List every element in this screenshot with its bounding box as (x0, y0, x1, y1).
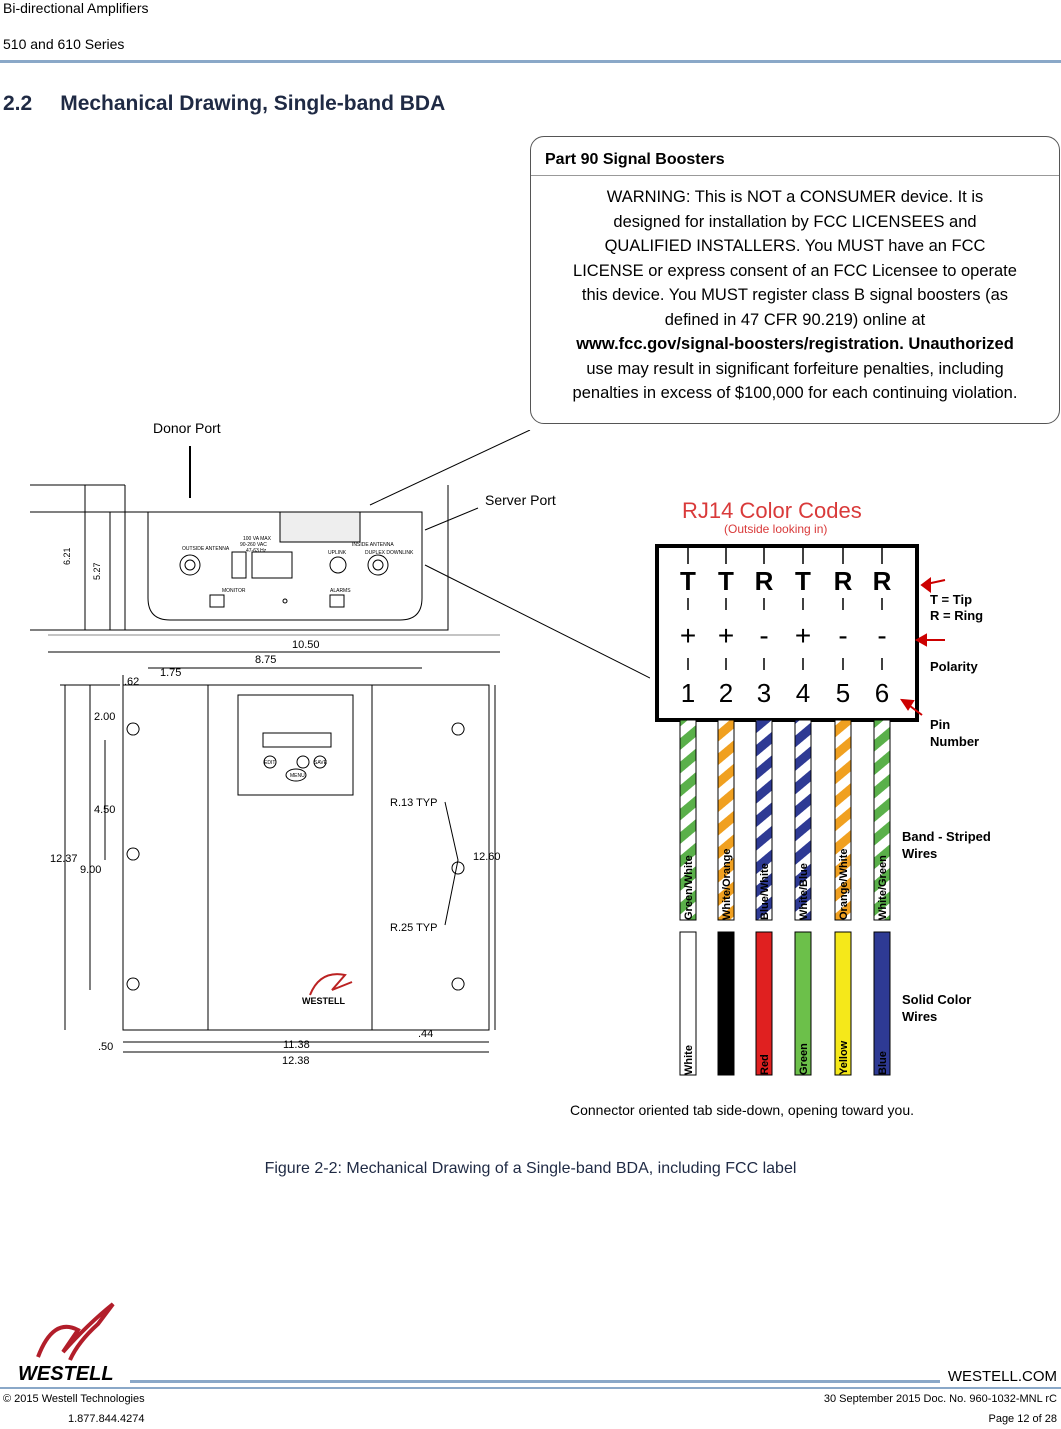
warning-line: penalties in excess of $100,000 for each continuing violation. (572, 384, 1018, 402)
footer-doc: 30 September 2015 Doc. No. 960-1032-MNL rC (823, 1393, 1057, 1405)
panel-label: 47-63 Hz (246, 548, 267, 554)
rj14-title: RJ14 Color Codes (682, 498, 862, 523)
panel-label: ALARMS (330, 588, 351, 594)
footer-page: Page 12 of 28 (988, 1413, 1057, 1425)
westell-logo-icon (310, 974, 352, 995)
front-brand: WESTELL (302, 996, 345, 1006)
dim-label: 11.38 (283, 1039, 310, 1051)
front-view-outline (123, 685, 489, 1030)
striped-wire-label: White/Blue (798, 863, 810, 920)
panel-label: DUPLEX DOWNLINK (365, 550, 414, 556)
label-leader (370, 430, 530, 505)
striped-wire-label: Orange/White (838, 848, 850, 920)
warning-line: this device. You MUST register class B signal boosters (as (581, 286, 1009, 304)
warning-line: WARNING: This is NOT a CONSUMER device. It is (606, 188, 984, 206)
warning-title: Part 90 Signal Boosters (545, 151, 725, 168)
dim-label: .62 (124, 676, 140, 688)
mechanical-drawing (0, 430, 650, 1080)
warning-body (539, 185, 1051, 406)
westell-logo-icon (38, 1304, 113, 1360)
legend-pin-number: Number (930, 734, 980, 749)
jack-letter: T (795, 566, 811, 596)
jack-polarity: + (794, 620, 812, 651)
jack-pin: 2 (718, 678, 734, 708)
jack-polarity: + (679, 620, 697, 651)
solid-wire (756, 932, 772, 1075)
jack-pin: 4 (795, 678, 811, 708)
jack-letter: R (833, 566, 853, 596)
jack-pin: 5 (835, 678, 851, 708)
header-title: Bi-directional Amplifiers (3, 0, 149, 16)
menu-button-label: MENU (290, 773, 305, 779)
panel-label: INSIDE ANTENNA (352, 542, 394, 548)
striped-wire-label: Blue/White (759, 863, 771, 920)
solid-wire-label: Green (798, 1043, 810, 1075)
dim-label: 9.00 (80, 864, 102, 876)
striped-wire-label: White/Green (877, 855, 889, 920)
warning-line: designed for installation by FCC LICENSEES and (613, 212, 977, 231)
server-port-leader (425, 508, 478, 530)
footer-logo (18, 1302, 133, 1387)
header-subtitle: 510 and 610 Series (3, 36, 125, 52)
legend-band: Band - Striped (902, 829, 991, 844)
footer-rule-bottom (0, 1387, 1061, 1389)
rj14-leader (425, 565, 650, 678)
footer-rule (130, 1380, 940, 1383)
jack-polarity: - (759, 620, 769, 651)
dim-label: 1.75 (160, 667, 182, 679)
legend-solid-wires: Wires (902, 1009, 938, 1024)
jack-letter: R (754, 566, 774, 596)
top-view-outline (125, 485, 448, 630)
warning-line: LICENSE or express consent of an FCC Licensee to operate (573, 261, 1017, 280)
dim-label: 8.75 (255, 654, 277, 666)
panel-label: 90-260 VAC (240, 542, 267, 548)
section-heading (3, 92, 445, 116)
legend-tip: T = Tip (930, 592, 973, 607)
footer-copyright: © 2015 Westell Technologies (3, 1393, 145, 1405)
rj14-diagram (640, 490, 1061, 1090)
striped-wire-label: White/Orange (721, 848, 733, 920)
legend-band-wires: Wires (902, 846, 938, 861)
fcc-warning-label (530, 136, 1060, 424)
rj14-subtitle: (Outside looking in) (724, 522, 828, 536)
dim-label: .50 (98, 1041, 114, 1053)
panel-label: UPLINK (328, 550, 347, 556)
footer-site: WESTELL.COM (947, 1368, 1057, 1385)
connector-note: Connector oriented tab side-down, opening toward you. (570, 1102, 914, 1118)
section-title: Mechanical Drawing, Single-band BDA (60, 92, 446, 115)
figure-caption: Figure 2-2: Mechanical Drawing of a Single-band BDA, including FCC label (264, 1160, 797, 1177)
jack-polarity: - (838, 620, 848, 651)
jack-polarity: - (877, 620, 887, 651)
dim-label: R.13 TYP (390, 797, 438, 809)
jack-pin: 1 (680, 678, 696, 708)
panel-label: MONITOR (222, 588, 246, 594)
dim-label: .44 (418, 1028, 434, 1040)
footer-phone: 1.877.844.4274 (68, 1413, 145, 1425)
dim-label: 5.27 (92, 562, 102, 580)
solid-wire-label: Red (759, 1054, 771, 1075)
dim-label: R.25 TYP (390, 922, 438, 934)
legend-polarity: Polarity (930, 659, 978, 674)
warning-line: use may result in significant forfeiture penalties, including (586, 359, 1004, 378)
dim-label: 4.50 (94, 804, 116, 816)
warning-line: defined in 47 CFR 90.219) online at (664, 310, 926, 329)
edit-button-label: EDIT (264, 760, 276, 766)
server-port-label: Server Port (485, 492, 556, 508)
striped-wire-label: Green/White (683, 855, 695, 920)
jack-letter: R (872, 566, 892, 596)
solid-wire-label: Yellow (838, 1040, 850, 1075)
warning-line: www.fcc.gov/signal-boosters/registration. Unauthorized (576, 335, 1014, 353)
warning-line: QUALIFIED INSTALLERS. You MUST have an FCC (604, 237, 986, 255)
warning-divider (531, 175, 1059, 176)
dim-label: 12.37 (50, 853, 78, 865)
header-rule (0, 60, 1061, 63)
dim-label: 6.21 (62, 547, 72, 565)
panel-label: OUTSIDE ANTENNA (182, 546, 230, 552)
jack-pin: 3 (756, 678, 772, 708)
dim-label: 10.50 (292, 639, 320, 651)
legend-ring: R = Ring (930, 608, 984, 623)
panel-label: 100 VA MAX (243, 536, 271, 542)
save-button-label: SAVE (314, 760, 327, 766)
dim-label: 12.60 (473, 851, 501, 863)
dim-label: 12.38 (282, 1055, 310, 1067)
jack-letter: T (718, 566, 734, 596)
jack-pin: 6 (874, 678, 890, 708)
legend-pin: Pin (930, 717, 951, 732)
section-number: 2.2 (3, 92, 33, 115)
solid-wire-label: Black (721, 1045, 733, 1075)
footer-brand: WESTELL (18, 1363, 114, 1385)
dim-label: 2.00 (94, 711, 116, 723)
jack-polarity: + (717, 620, 735, 651)
control-panel (238, 695, 353, 795)
solid-wire-label: White (683, 1045, 695, 1075)
legend-solid: Solid Color (902, 992, 972, 1007)
solid-wire-label: Blue (877, 1051, 889, 1075)
jack-letter: T (680, 566, 696, 596)
donor-port-label: Donor Port (153, 420, 221, 436)
